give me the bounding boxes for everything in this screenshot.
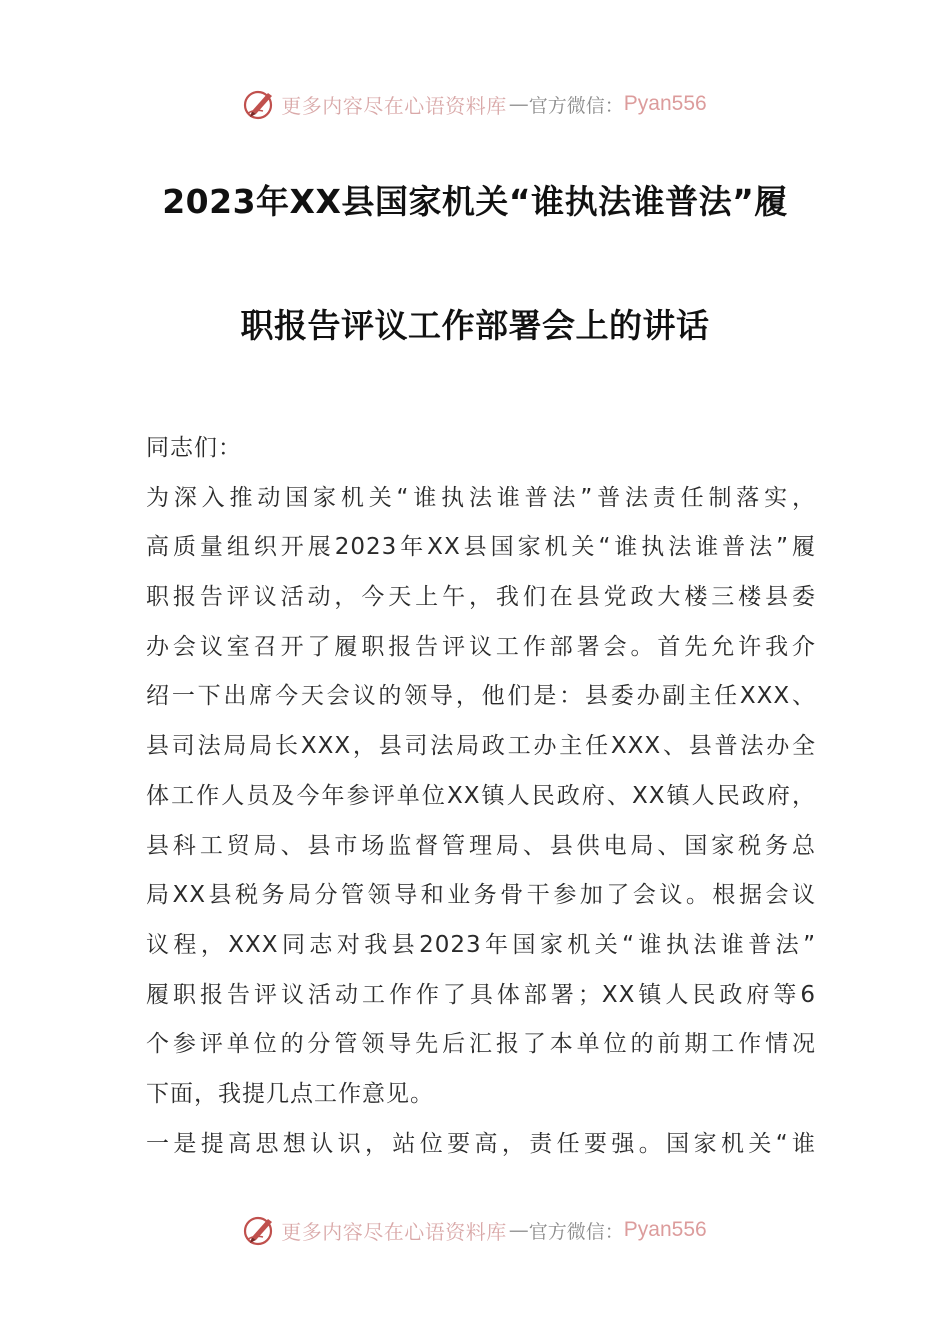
body-line: 县司法局局长XXX，县司法局政工办主任XXX、县普法办全 — [146, 733, 816, 760]
body-line: 体工作人员及今年参评单位XX镇人民政府、XX镇人民政府， — [146, 782, 816, 809]
watermark-label: 官方微信： — [528, 1220, 624, 1243]
body-line: 职报告评议活动，今天上午，我们在县党政大楼三楼县委 — [146, 584, 816, 611]
body-line: 下面，我提几点工作意见。 — [146, 1080, 434, 1107]
watermark-wechat-id: Pyan556 — [623, 1218, 707, 1241]
body-line: 个参评单位的分管领导先后汇报了本单位的前期工作情况 — [146, 1031, 816, 1058]
watermark-wechat-id: Pyan556 — [623, 92, 707, 115]
watermark-dash: — — [508, 1218, 527, 1242]
watermark-label: 官方微信： — [528, 94, 624, 117]
document-body — [146, 424, 816, 1169]
document-title-line-2: 职报告评议工作部署会上的讲话 — [240, 306, 710, 345]
watermark-site-text: 更多内容尽在心语资料库 — [281, 1219, 507, 1244]
body-line: 局XX县税务局分管领导和业务骨干参加了会议。根据会议 — [146, 882, 816, 909]
body-line: 同志们： — [146, 435, 242, 461]
body-line: 履职报告评议活动工作作了具体部署；XX镇人民政府等6 — [146, 981, 816, 1008]
body-line: 绍一下出席今天会议的领导，他们是：县委办副主任XXX、 — [146, 683, 816, 710]
body-line: 高质量组织开展2023年XX县国家机关“谁执法谁普法”履 — [146, 534, 816, 561]
footer-watermark — [0, 1210, 950, 1250]
pen-logo-icon — [243, 1213, 277, 1247]
watermark-dash: — — [508, 92, 527, 116]
document-title-line-1: 2023年XX县国家机关“谁执法谁普法”履 — [162, 182, 788, 221]
pen-logo-icon — [243, 87, 277, 121]
header-watermark — [0, 84, 950, 124]
watermark-site-text: 更多内容尽在心语资料库 — [281, 93, 507, 118]
body-line: 办会议室召开了履职报告评议工作部署会。首先允许我介 — [146, 633, 816, 660]
body-line: 一是提高思想认识，站位要高，责任要强。国家机关“谁 — [146, 1130, 816, 1157]
body-line: 议程，XXX同志对我县2023年国家机关“谁执法谁普法” — [146, 931, 816, 958]
body-line: 为深入推动国家机关“谁执法谁普法”普法责任制落实， — [146, 484, 816, 511]
body-line: 县科工贸局、县市场监督管理局、县供电局、国家税务总 — [146, 832, 816, 859]
